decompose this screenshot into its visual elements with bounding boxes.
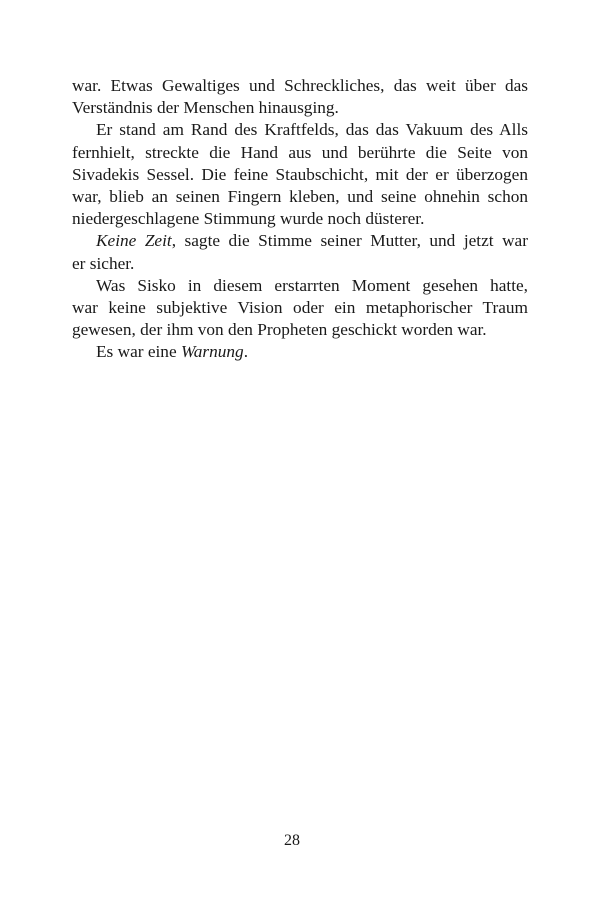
- text-segment: Verständnis der Menschen hinausging.: [72, 98, 339, 118]
- italic-text: Keine Zeit: [96, 231, 172, 251]
- text-segment: .: [243, 342, 249, 362]
- text-line: [72, 208, 528, 230]
- text-line: [72, 142, 528, 164]
- text-segment: Es war eine: [96, 342, 181, 362]
- text-segment: war. Etwas Gewaltiges und Schreckliches, das weit über das: [72, 76, 528, 95]
- italic-text: Warnung: [180, 342, 244, 362]
- text-segment: er sicher.: [72, 253, 135, 273]
- text-segment: Sivadekis Sessel. Die feine Staubschicht, mit der er überzogen: [72, 164, 528, 184]
- text-line: [72, 119, 528, 141]
- text-line: [72, 97, 528, 119]
- text-segment: niedergeschlagene Stimmung wurde noch düsterer.: [72, 209, 425, 229]
- page-number: 28: [284, 832, 300, 849]
- text-line: [72, 230, 528, 252]
- text-segment: , sagte die Stimme seiner Mutter, und jetzt war: [171, 231, 528, 251]
- body-text: [72, 75, 528, 363]
- text-line: [72, 164, 528, 186]
- paragraph: [72, 119, 528, 230]
- text-segment: gewesen, der ihm von den Propheten geschickt worden war.: [72, 320, 487, 340]
- paragraph: [72, 341, 528, 363]
- text-line: [72, 186, 528, 208]
- paragraph: [72, 75, 528, 119]
- text-line: [72, 297, 528, 319]
- text-line: [72, 253, 528, 275]
- paragraph: [72, 230, 528, 274]
- text-line: [72, 75, 528, 97]
- text-line: [72, 319, 528, 341]
- text-segment: war keine subjektive Vision oder ein metaphorischer Traum: [72, 297, 528, 317]
- text-segment: fernhielt, streckte die Hand aus und berührte die Seite von: [72, 142, 528, 162]
- paragraph: [72, 275, 528, 342]
- text-segment: Was Sisko in diesem erstarrten Moment gesehen hatte,: [96, 275, 528, 295]
- text-line: [72, 275, 528, 297]
- text-segment: Er stand am Rand des Kraftfelds, das das Vakuum des Alls: [96, 120, 528, 140]
- text-line: [72, 341, 528, 363]
- text-segment: war, blieb an seinen Fingern kleben, und seine ohnehin schon: [72, 186, 528, 206]
